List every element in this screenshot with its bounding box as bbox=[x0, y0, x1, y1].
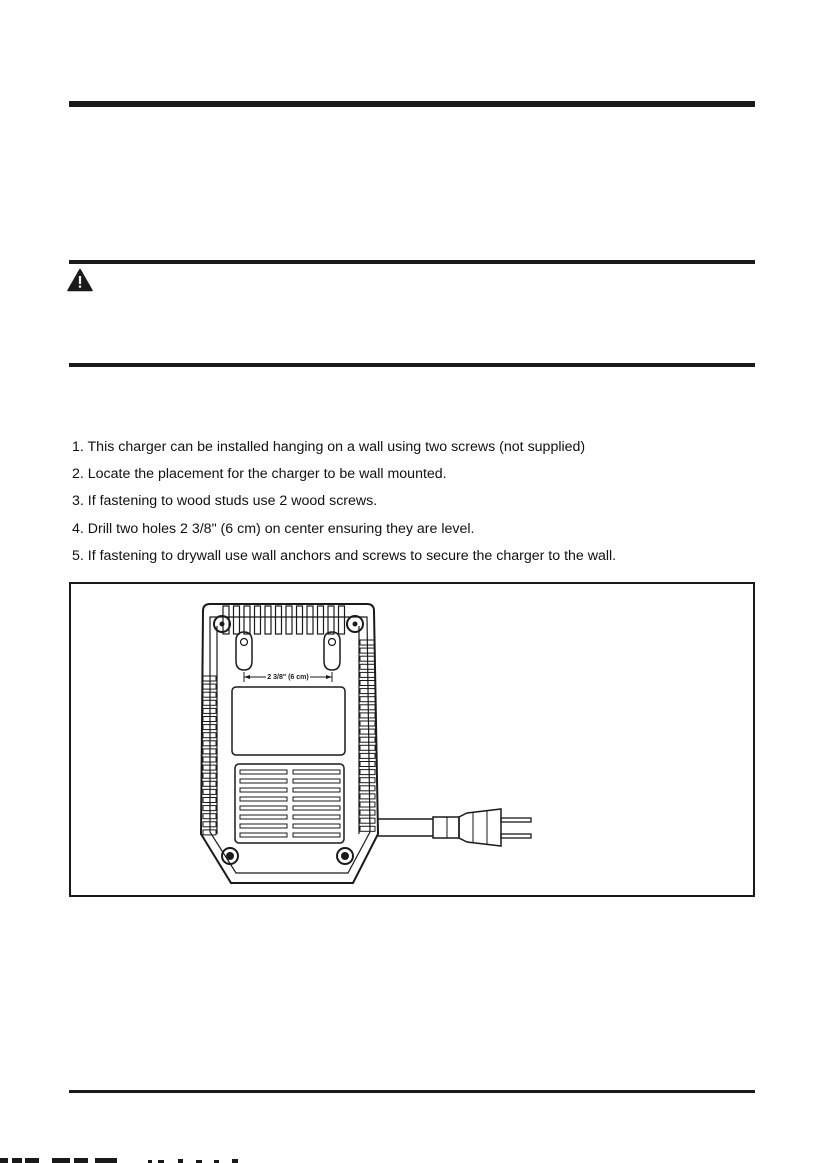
label-plate bbox=[232, 687, 345, 755]
vent-slat bbox=[293, 815, 340, 819]
top-vent-slot bbox=[328, 606, 334, 634]
keyhole-slot-right bbox=[324, 632, 340, 670]
vent-slat bbox=[293, 833, 340, 837]
top-vent-slot bbox=[244, 606, 250, 634]
warning-triangle-icon bbox=[67, 268, 93, 292]
vent-slat bbox=[293, 788, 340, 792]
vent-slat bbox=[240, 806, 287, 810]
vent-slat bbox=[293, 779, 340, 783]
vent-slat bbox=[240, 815, 287, 819]
top-vent-grille bbox=[223, 606, 345, 634]
top-vent-slot bbox=[297, 606, 303, 634]
vent-slat bbox=[240, 788, 287, 792]
vent-slat bbox=[293, 824, 340, 828]
top-vent-slot bbox=[307, 606, 313, 634]
bottom-rule bbox=[69, 1090, 755, 1093]
right-vent-slot bbox=[360, 802, 375, 807]
keyhole-slot-left bbox=[236, 632, 252, 670]
screw-bottom-right bbox=[337, 848, 353, 864]
top-vent-slot bbox=[276, 606, 282, 634]
right-vent-slot bbox=[360, 721, 375, 726]
top-vent-slot bbox=[286, 606, 292, 634]
top-vent-slot bbox=[255, 606, 261, 634]
right-vent-slot bbox=[360, 826, 375, 831]
top-rule bbox=[69, 101, 755, 107]
screw-top-right bbox=[347, 616, 363, 632]
lower-vent-slats bbox=[240, 770, 340, 837]
right-vent-slot bbox=[360, 729, 375, 734]
vent-slat bbox=[240, 833, 287, 837]
top-vent-slot bbox=[234, 606, 240, 634]
power-cord bbox=[378, 809, 501, 846]
plug-prongs bbox=[501, 818, 531, 838]
right-vent-slot bbox=[360, 745, 375, 750]
vent-slat bbox=[293, 797, 340, 801]
step-item: 1. This charger can be installed hanging on a wall using two screws (not supplied) bbox=[72, 439, 586, 455]
vent-slat bbox=[240, 797, 287, 801]
lower-vent-block bbox=[235, 764, 344, 843]
dimension-line bbox=[244, 671, 332, 682]
vent-slat bbox=[240, 779, 287, 783]
top-vent-slot bbox=[339, 606, 345, 634]
right-vent-slot bbox=[360, 810, 375, 815]
screw-bottom-left bbox=[222, 848, 238, 864]
vent-slat bbox=[240, 824, 287, 828]
charger-body-inner bbox=[210, 617, 370, 873]
right-vent-slot bbox=[360, 794, 375, 799]
step-item: 3. If fastening to wood studs use 2 wood screws. bbox=[72, 493, 378, 510]
dimension-label: 2 3/8" (6 cm) bbox=[267, 674, 309, 681]
step-item: 5. If fastening to drywall use wall anchors and screws to secure the charger to the wall. bbox=[72, 547, 617, 564]
right-vent-slot bbox=[360, 705, 375, 710]
top-vent-slot bbox=[318, 606, 324, 634]
vent-slat bbox=[240, 770, 287, 774]
step-item: 2. Locate the placement for the charger to be wall mounted. bbox=[72, 466, 447, 483]
right-vent-slot bbox=[360, 778, 375, 783]
top-vent-slot bbox=[265, 606, 271, 634]
charger-back-drawing bbox=[71, 584, 753, 895]
mounting-steps bbox=[72, 434, 616, 570]
vent-slat bbox=[293, 770, 340, 774]
warning-bottom-rule bbox=[69, 363, 755, 367]
vent-slat bbox=[293, 806, 340, 810]
charger-body-outline bbox=[201, 604, 378, 883]
right-vent-slot bbox=[360, 753, 375, 758]
warning-top-rule bbox=[69, 260, 755, 264]
right-vent-slot bbox=[360, 697, 375, 702]
screw-top-left bbox=[214, 616, 230, 632]
charger-illustration bbox=[69, 582, 755, 897]
right-vent-slot bbox=[360, 713, 375, 718]
right-vent-slot bbox=[360, 762, 375, 767]
cut-off-footer-text bbox=[0, 1156, 300, 1163]
right-vent-slot bbox=[360, 786, 375, 791]
step-item: 4. Drill two holes 2 3/8" (6 cm) on center ensuring they are level. bbox=[72, 520, 475, 537]
right-vent-slot bbox=[360, 770, 375, 775]
right-vent-slot bbox=[360, 737, 375, 742]
right-vent-slot bbox=[360, 818, 375, 823]
